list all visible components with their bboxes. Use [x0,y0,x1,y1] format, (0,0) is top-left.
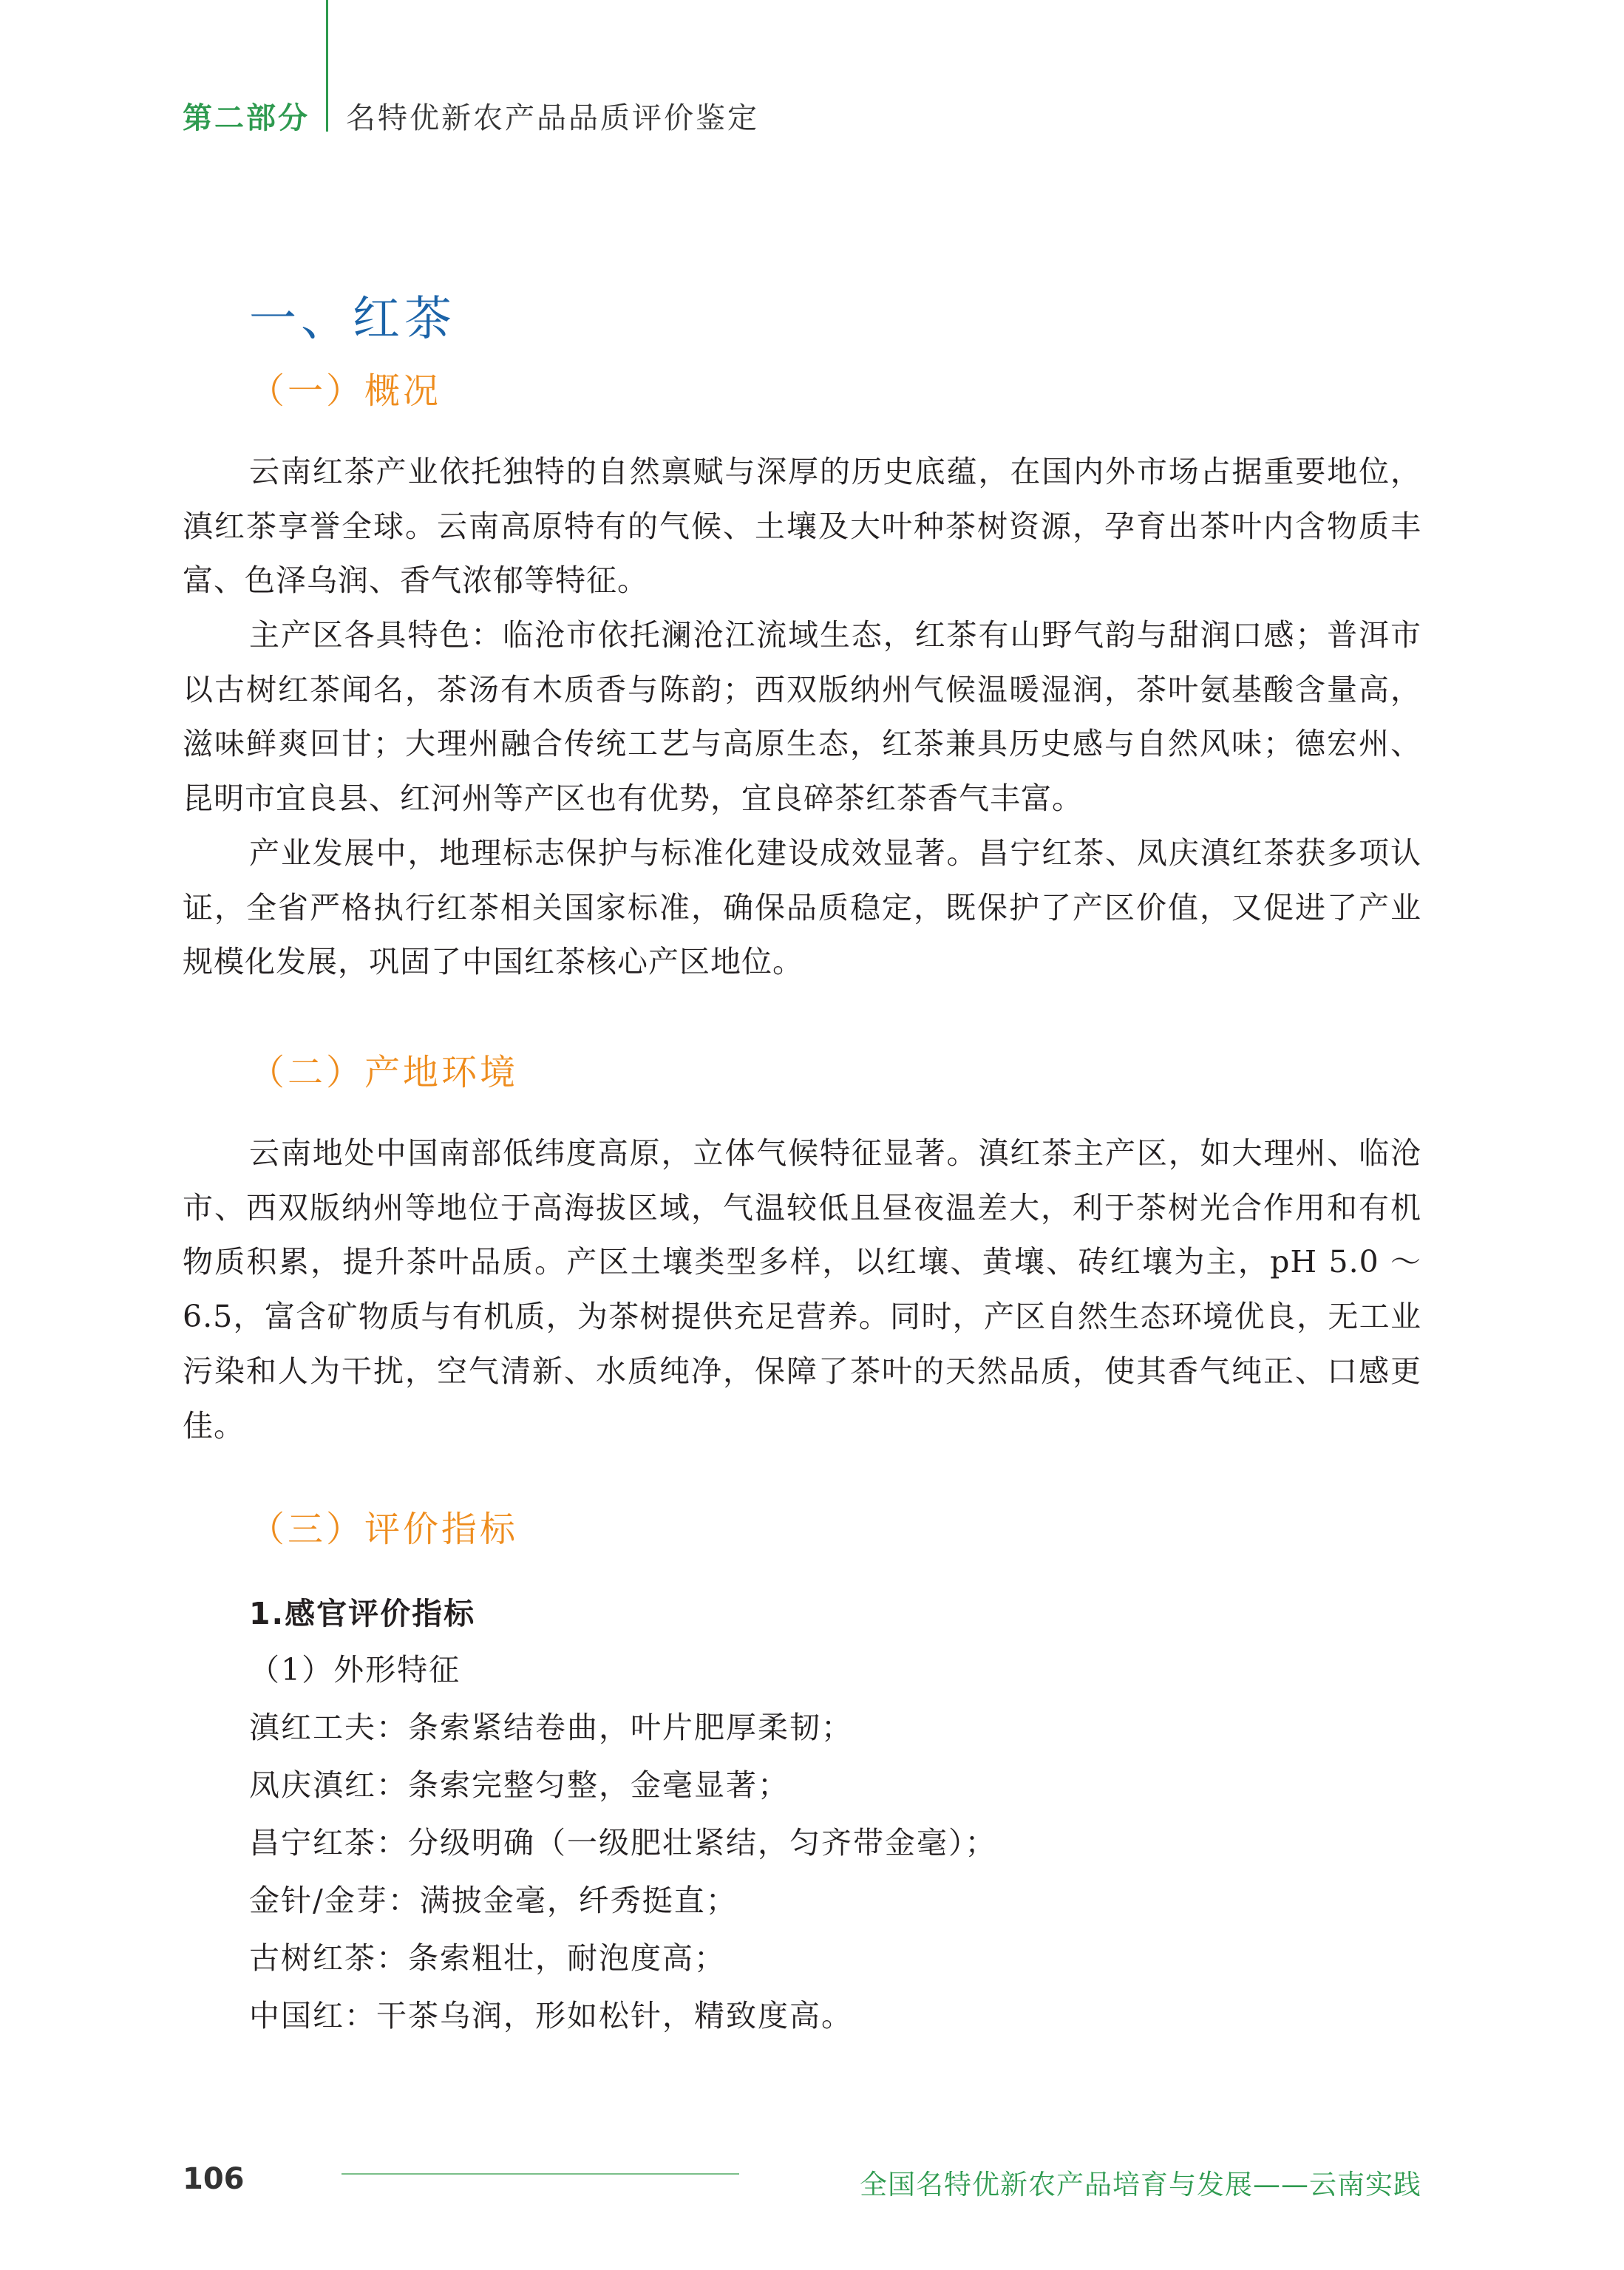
list-item: 古树红茶：条索粗壮，耐泡度高； [249,1940,726,1976]
list-item: 昌宁红茶：分级明确（一级肥壮紧结，匀齐带金毫）； [249,1825,997,1860]
subsection-title-indicators: （三）评价指标 [249,1509,519,1550]
overview-paragraph-1: 云南红茶产业依托独特的自然禀赋与深厚的历史底蕴，在国内外市场占据重要地位，滇红茶享誉全球。云南高原特有的气候、土壤及大叶种茶树资源，孕育出茶叶内含物质丰富、色泽乌润、香气浓郁等特征。 [183,454,1421,599]
section-title: 一、红茶 [249,292,456,347]
list-item: 凤庆滇红：条索完整匀整，金毫显著； [249,1767,789,1803]
header-chapter-title: 名特优新农产品品质评价鉴定 [346,101,759,135]
list-item: 滇红工夫：条索紧结卷曲，叶片肥厚柔韧； [249,1710,853,1745]
environment-paragraph: 云南地处中国南部低纬度高原，立体气候特征显著。滇红茶主产区，如大理州、临沧市、西双版纳州等地位于高海拔区域，气温较低且昼夜温差大，利于茶树光合作用和有机物质积累，提升茶叶品质。产区土壤类型多样，以红壤、黄壤、砖红壤为主，pH 5.0 ～ 6.5，富含矿物质与有机质，为茶树提供充足营养。同时，产区自然生态环境优良，无工业污染和人为干扰，空气清新、水质纯净，保障了茶叶的天然品质，使其香气纯正、口感更佳。 [183,1135,1421,1444]
overview-paragraph-3: 产业发展中，地理标志保护与标准化建设成效显著。昌宁红茶、凤庆滇红茶获多项认证，全省严格执行红茶相关国家标准，确保品质稳定，既保护了产区价值，又促进了产业规模化发展，巩固了中国红茶核心产区地位。 [183,835,1421,980]
overview-paragraph-2: 主产区各具特色：临沧市依托澜沧江流域生态，红茶有山野气韵与甜润口感；普洱市以古树红茶闻名，茶汤有木质香与陈韵；西双版纳州气候温暖湿润，茶叶氨基酸含量高，滋味鲜爽回甘；大理州融合传统工艺与高原生态，红茶兼具历史感与自然风味；德宏州、昆明市宜良县、红河州等产区也有优势，宜良碎茶红茶香气丰富。 [183,617,1421,817]
subsection-title-environment: （二）产地环境 [249,1052,519,1093]
header-part-label: 第二部分 [183,101,310,135]
list-item: 中国红：干茶乌润，形如松针，精致度高。 [249,1998,853,2033]
header-divider [326,0,328,132]
footer-book-title: 全国名特优新农产品培育与发展——云南实践 [860,2169,1421,2201]
page-number: 106 [183,2162,245,2196]
list-item: 金针/金芽：满披金毫，纤秀挺直； [249,1883,738,1918]
indicator-heading: 1.感官评价指标 [249,1596,476,1631]
indicator-subheading: （1）外形特征 [249,1652,461,1688]
subsection-title-overview: （一）概况 [249,370,442,412]
footer-divider [342,2173,739,2175]
